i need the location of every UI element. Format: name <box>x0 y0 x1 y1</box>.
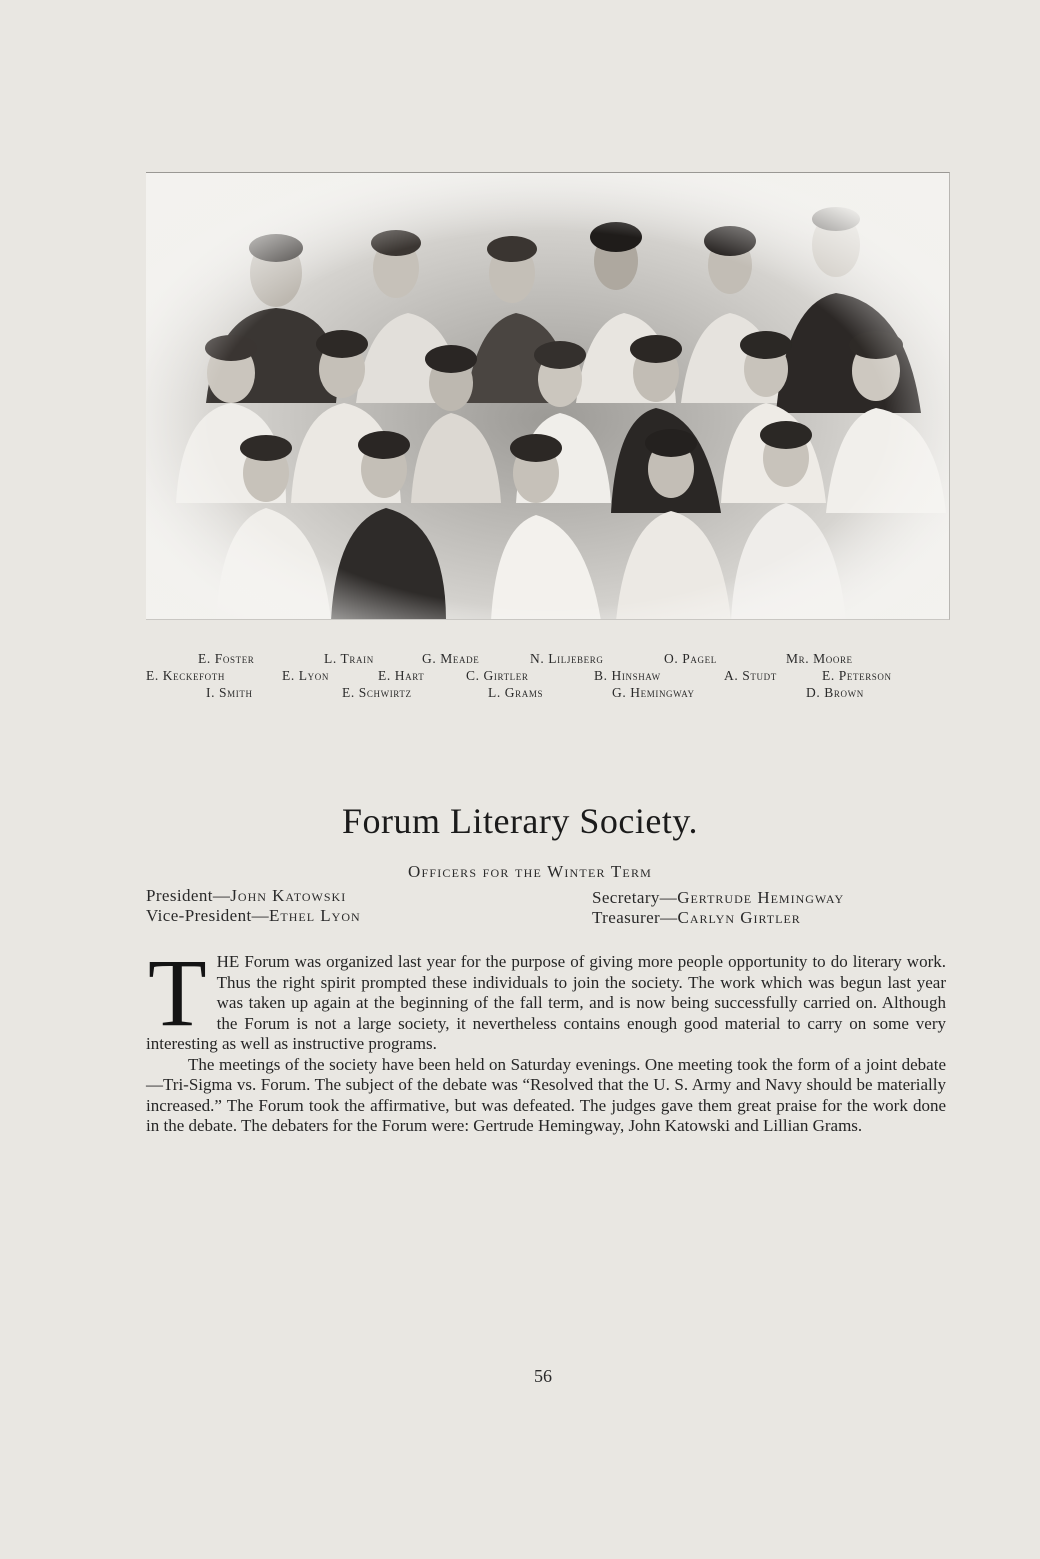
caption-name: A. Studt <box>724 668 777 683</box>
page-title: Forum Literary Society. <box>341 801 699 841</box>
caption-name: E. Hart <box>378 668 425 683</box>
caption-row-front <box>146 684 950 701</box>
drop-cap: T <box>148 939 207 1046</box>
officer-president <box>146 886 346 906</box>
caption-name: O. Pagel <box>664 651 717 666</box>
paragraph-1 <box>146 939 946 1055</box>
caption-row-back <box>146 650 950 667</box>
caption-name: E. Peterson <box>822 668 892 683</box>
caption-name: L. Grams <box>488 685 544 700</box>
officer-name: John Katowski <box>230 886 347 905</box>
caption-name: L. Train <box>324 651 374 666</box>
officer-name: Carlyn Girtler <box>677 908 801 927</box>
caption-row-middle <box>146 667 950 684</box>
article-body <box>146 939 946 1137</box>
photo-caption <box>146 650 950 701</box>
caption-name: D. Brown <box>806 685 864 700</box>
portrait-illustration <box>146 173 950 620</box>
caption-name: E. Lyon <box>282 668 329 683</box>
officer-name: Ethel Lyon <box>269 906 361 925</box>
caption-name: Mr. Moore <box>786 651 853 666</box>
officer-label: Treasurer— <box>592 908 678 927</box>
officer-vice-president <box>146 906 361 926</box>
caption-name: G. Meade <box>422 651 480 666</box>
officer-secretary <box>592 888 844 908</box>
caption-name: I. Smith <box>206 685 253 700</box>
caption-name: E. Schwirtz <box>342 685 412 700</box>
officer-treasurer <box>592 908 801 928</box>
officer-name: Gertrude Hemingway <box>677 888 845 907</box>
officers-heading: Officers for the Winter Term <box>407 862 653 881</box>
page-number: 56 <box>534 1366 552 1386</box>
officer-label: Secretary— <box>592 888 678 907</box>
caption-name: N. Liljeberg <box>530 651 604 666</box>
caption-name: E. Foster <box>198 651 255 666</box>
paragraph-1-text: HE Forum was organized last year for the purpose of giving more people opportunity to do literary work. Thus the right spirit prompted these individuals to join the society. The work which was begun last year was taken up again at the beginning of the fall term, and is now being successfully carried on. Although the Forum is not a large society, it nevertheless contains enough good material to carry on some very interesting as well as instructive programs. <box>146 952 946 1053</box>
caption-name: E. Keckefoth <box>146 668 225 683</box>
caption-name: B. Hinshaw <box>594 668 661 683</box>
officer-label: President— <box>146 886 231 905</box>
group-portrait-photo <box>146 172 950 620</box>
caption-name: G. Hemingway <box>612 685 695 700</box>
officer-label: Vice-President— <box>146 906 269 925</box>
paragraph-2: The meetings of the society have been held on Saturday evenings. One meeting took the form of a joint debate—Tri-Sigma vs. Forum. The subject of the debate was “Resolved that the U. S. Army and Navy should be materially increased.” The Forum took the affirmative, but was defeated. The judges gave them great praise for the work done in the debate. The debaters for the Forum were: Gertrude Hemingway, John Katowski and Lillian Grams. <box>146 1054 946 1135</box>
caption-name: C. Girtler <box>466 668 529 683</box>
